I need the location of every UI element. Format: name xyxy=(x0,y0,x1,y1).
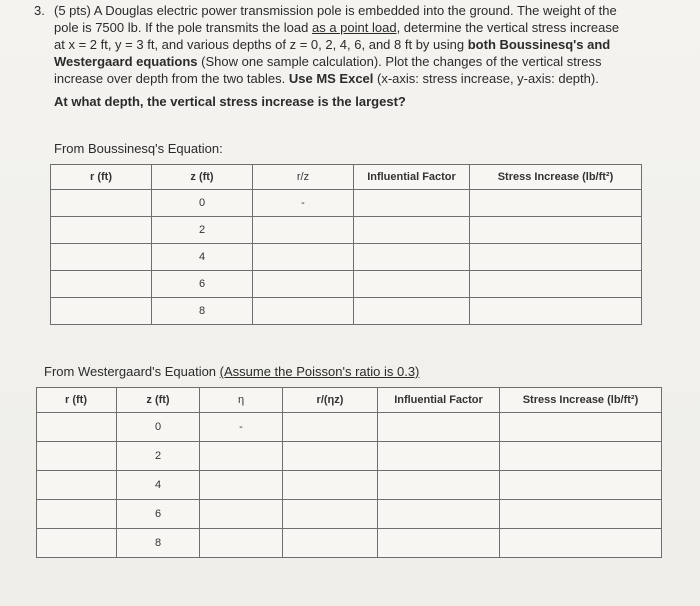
table-cell: - xyxy=(200,413,283,442)
table-cell xyxy=(51,271,152,298)
table-cell xyxy=(253,271,354,298)
question-line-2 xyxy=(54,19,674,36)
table-cell: 4 xyxy=(117,471,200,500)
question-line-5-text: increase over depth from the two tables. xyxy=(54,71,289,86)
table-cell xyxy=(378,413,500,442)
table-cell xyxy=(283,529,378,558)
methods-phrase: both Boussinesq's and xyxy=(467,37,611,52)
table-row xyxy=(51,298,642,325)
table-header-row xyxy=(51,165,642,190)
table-cell xyxy=(283,500,378,529)
table-cell xyxy=(500,442,662,471)
col-header: z (ft) xyxy=(117,388,200,413)
table-row xyxy=(51,190,642,217)
table-cell xyxy=(354,271,470,298)
table-cell xyxy=(378,442,500,471)
table-cell xyxy=(500,471,662,500)
table-cell xyxy=(378,529,500,558)
table-row xyxy=(37,442,662,471)
question-line-3 xyxy=(54,36,674,53)
table-cell: 6 xyxy=(152,271,253,298)
col-header: r (ft) xyxy=(37,388,117,413)
table-cell xyxy=(200,529,283,558)
table-cell xyxy=(37,442,117,471)
table-cell xyxy=(354,190,470,217)
question-line-4 xyxy=(54,53,674,70)
col-header: r/z xyxy=(253,165,354,190)
excel-phrase: Use MS Excel xyxy=(288,71,374,86)
table-cell xyxy=(354,298,470,325)
table-row xyxy=(37,471,662,500)
question-line-3-text: at x = 2 ft, y = 3 ft, and various depths of z = 0, 2, 4, 6, and 8 ft by using xyxy=(54,37,468,52)
table-row xyxy=(51,271,642,298)
table-cell xyxy=(500,500,662,529)
table-cell xyxy=(37,471,117,500)
table-row xyxy=(51,244,642,271)
table-cell xyxy=(470,190,642,217)
table-cell xyxy=(283,471,378,500)
col-header: Influential Factor xyxy=(354,165,470,190)
question-text xyxy=(34,2,674,87)
question-line-5 xyxy=(54,70,674,87)
table-cell xyxy=(283,442,378,471)
table-cell: 2 xyxy=(152,217,253,244)
question-line-5-end: (x-axis: stress increase, y-axis: depth). xyxy=(373,71,599,86)
col-header: Stress Increase (lb/ft²) xyxy=(470,165,642,190)
table-row xyxy=(51,217,642,244)
table-cell xyxy=(37,500,117,529)
table-cell xyxy=(378,471,500,500)
col-header: Stress Increase (lb/ft²) xyxy=(500,388,662,413)
table-cell xyxy=(253,217,354,244)
table-cell xyxy=(37,529,117,558)
table-cell xyxy=(37,413,117,442)
col-header: r (ft) xyxy=(51,165,152,190)
col-header: r/(ηz) xyxy=(283,388,378,413)
table-row xyxy=(37,529,662,558)
question-line-2-text: pole is 7500 lb. If the pole transmits the load xyxy=(54,20,312,35)
table-cell: 4 xyxy=(152,244,253,271)
col-header: z (ft) xyxy=(152,165,253,190)
table-cell xyxy=(470,271,642,298)
table-cell: 8 xyxy=(152,298,253,325)
table-cell xyxy=(354,244,470,271)
table-cell xyxy=(354,217,470,244)
table-cell xyxy=(200,442,283,471)
point-load-phrase: as a point load xyxy=(312,20,397,35)
table-cell xyxy=(283,413,378,442)
table-header-row xyxy=(37,388,662,413)
table-cell: 0 xyxy=(152,190,253,217)
table-cell: 2 xyxy=(117,442,200,471)
table-cell xyxy=(200,500,283,529)
table-cell xyxy=(470,244,642,271)
table-cell xyxy=(470,217,642,244)
poisson-note: (Assume the Poisson's ratio is 0.3) xyxy=(219,364,420,379)
table-cell xyxy=(51,244,152,271)
question-line-2-end: , determine the vertical stress increase xyxy=(396,20,620,35)
question-line-1: (5 pts) A Douglas electric power transmission pole is embedded into the ground. The weight of the xyxy=(54,3,617,18)
question-ask: At what depth, the vertical stress increase is the largest? xyxy=(54,94,406,109)
westergaard-table xyxy=(36,387,662,558)
question-number: 3. xyxy=(34,3,45,18)
table-cell xyxy=(253,298,354,325)
table-cell xyxy=(200,471,283,500)
table-cell xyxy=(51,217,152,244)
table-cell xyxy=(51,298,152,325)
boussinesq-heading: From Boussinesq's Equation: xyxy=(54,141,223,156)
westergaard-phrase: Westergaard equations xyxy=(54,54,198,69)
westergaard-heading-text: From Westergaard's Equation xyxy=(44,364,220,379)
boussinesq-table xyxy=(50,164,642,325)
col-header: η xyxy=(200,388,283,413)
col-header: Influential Factor xyxy=(378,388,500,413)
question-line-4-text: (Show one sample calculation). Plot the changes of the vertical stress xyxy=(197,54,602,69)
table-row xyxy=(37,500,662,529)
table-cell xyxy=(378,500,500,529)
table-cell: 8 xyxy=(117,529,200,558)
table-cell xyxy=(500,529,662,558)
table-cell: 6 xyxy=(117,500,200,529)
table-cell xyxy=(500,413,662,442)
table-cell xyxy=(51,190,152,217)
westergaard-heading xyxy=(44,364,419,379)
table-cell xyxy=(470,298,642,325)
table-cell: 0 xyxy=(117,413,200,442)
table-cell: - xyxy=(253,190,354,217)
table-cell xyxy=(253,244,354,271)
table-row xyxy=(37,413,662,442)
